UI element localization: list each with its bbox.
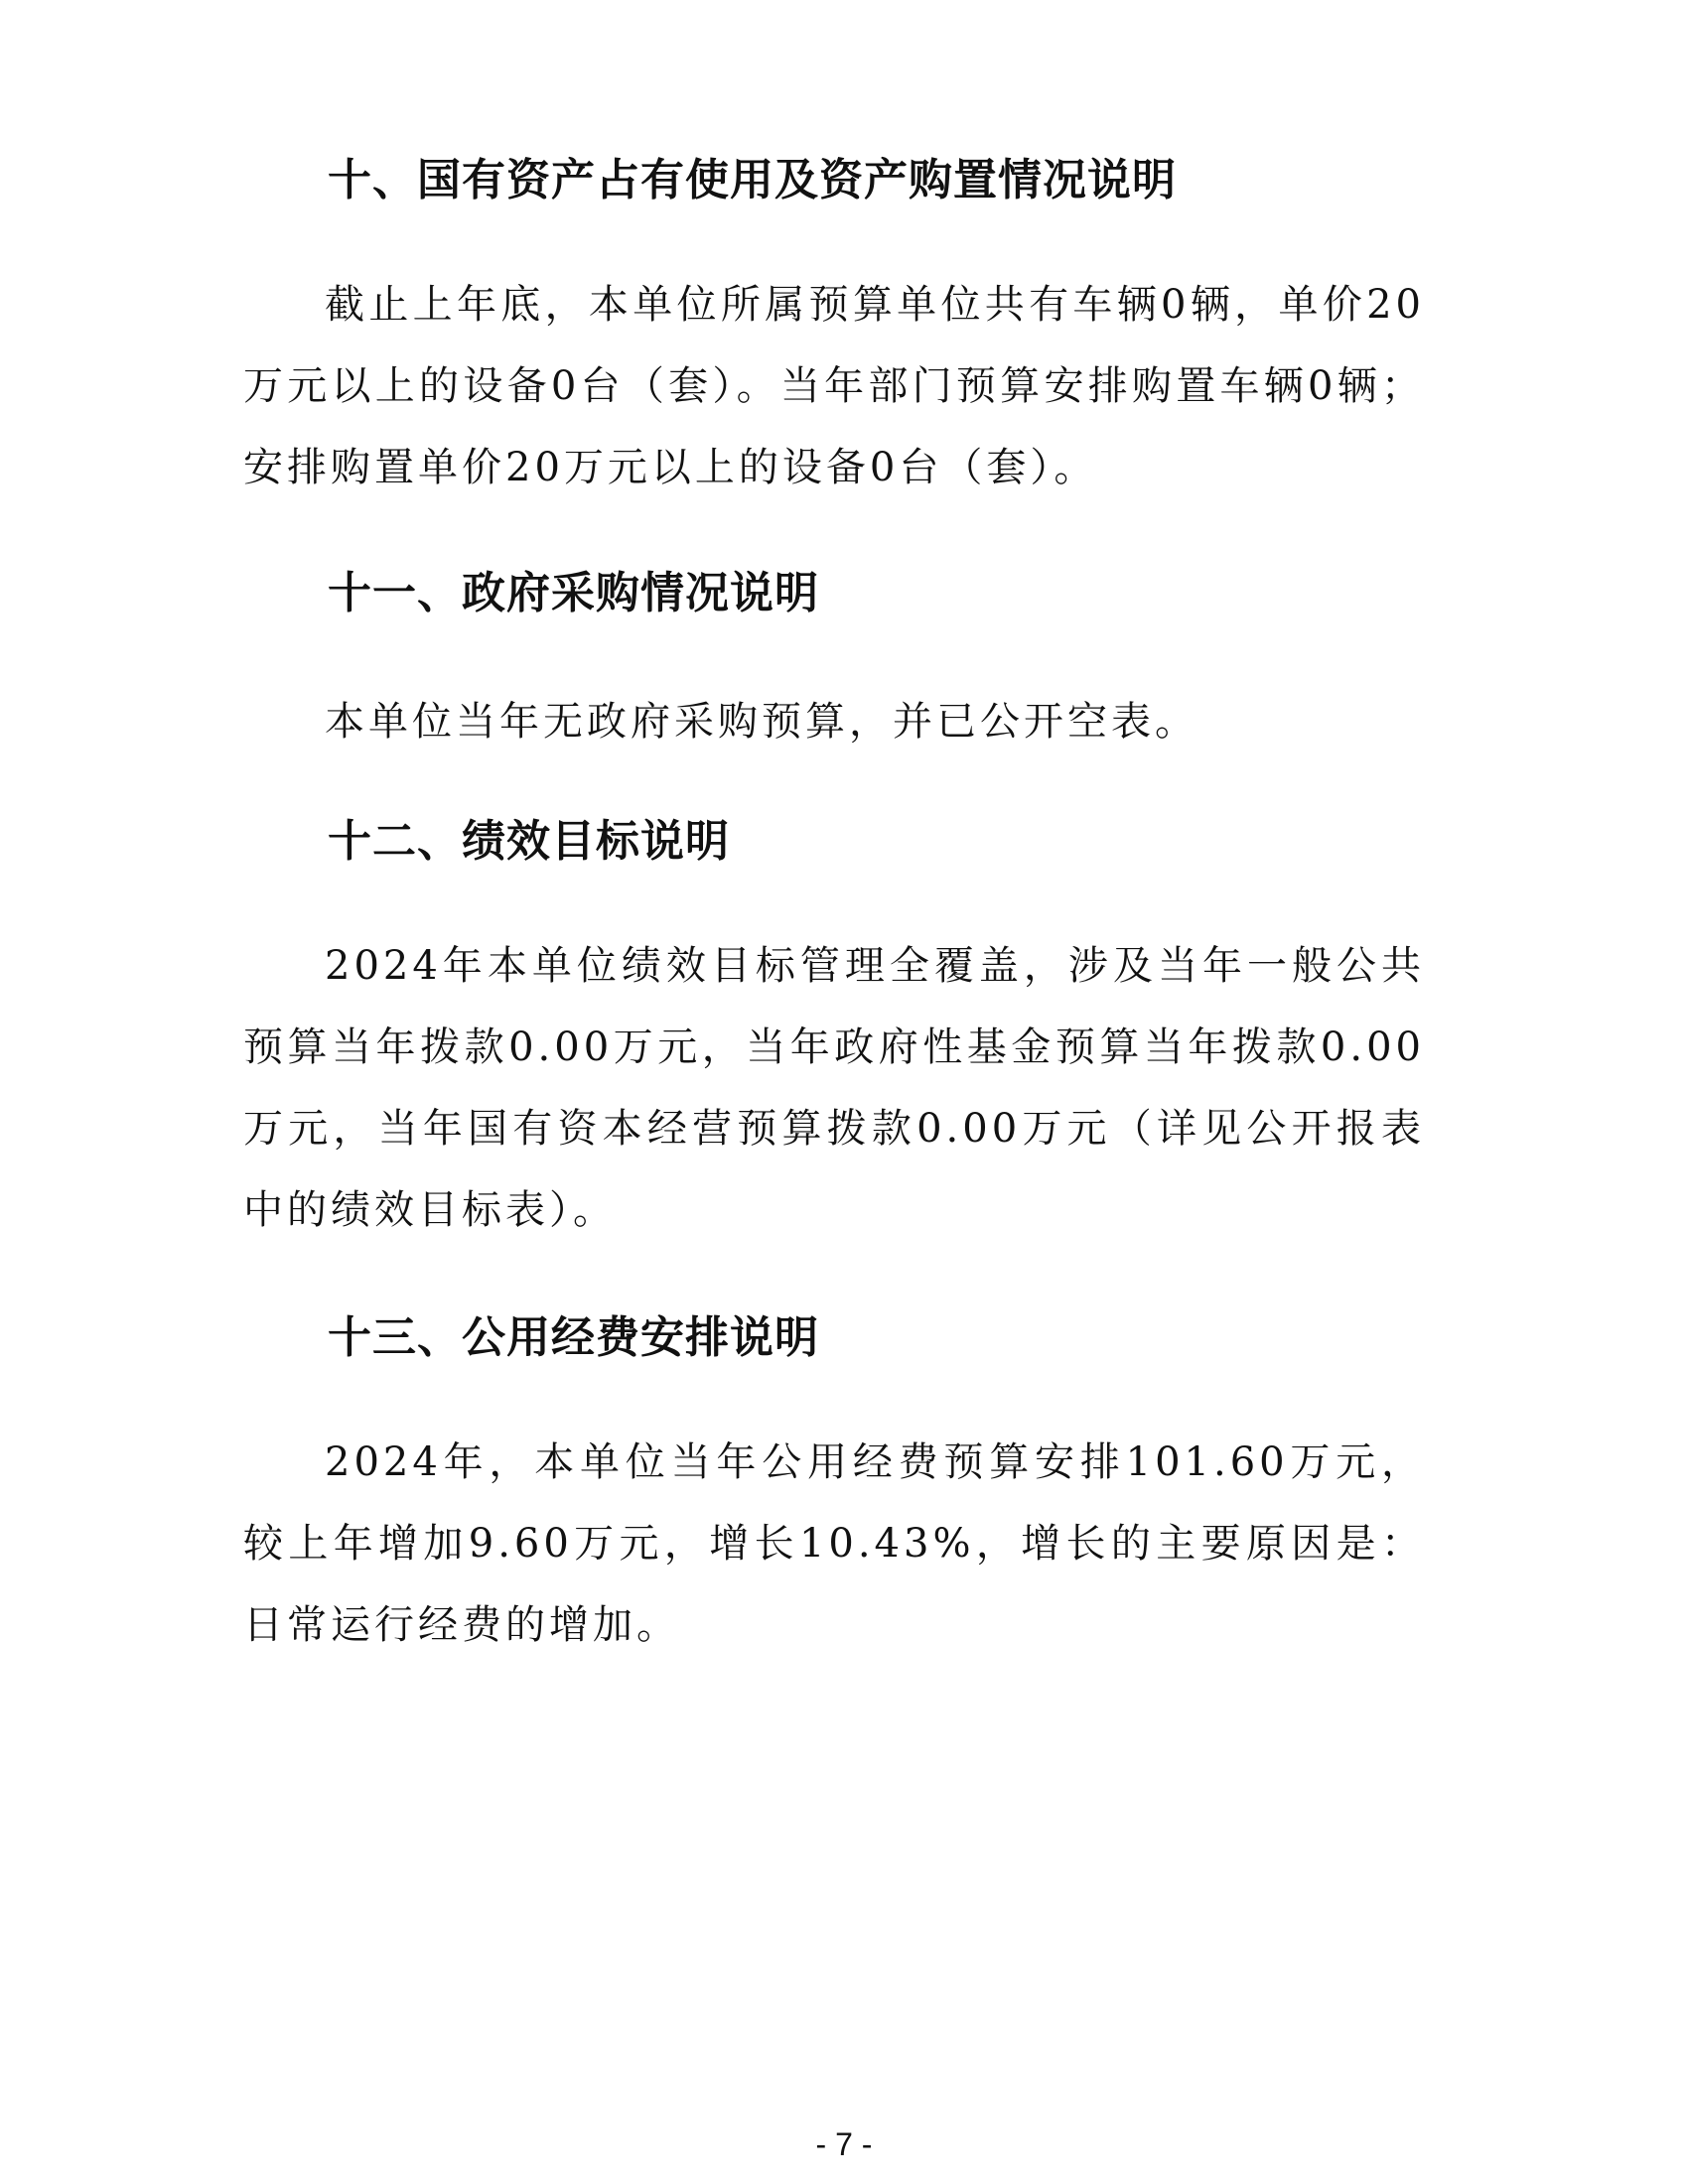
section-11-heading: 十一、政府采购情况说明 bbox=[328, 568, 819, 618]
section-12-heading: 十二、绩效目标说明 bbox=[328, 816, 730, 867]
section-11-body: 本单位当年无政府采购预算，并已公开空表。 bbox=[325, 699, 1198, 745]
page-number: - 7 - bbox=[815, 2126, 873, 2162]
section-12-body: 2024年本单位绩效目标管理全覆盖，涉及当年一般公共预算当年拨款0.00万元，当年政府性基金预算当年拨款0.00万元，当年国有资本经营预算拨款0.00万元（详见公开报表中的绩效目标表）。 bbox=[243, 943, 1425, 1233]
section-13-heading: 十三、公用经费安排说明 bbox=[328, 1312, 819, 1363]
section-10-heading: 十、国有资产占有使用及资产购置情况说明 bbox=[328, 155, 1177, 205]
section-10-body: 截止上年底，本单位所属预算单位共有车辆0辆，单价20万元以上的设备0台（套）。当年部门预算安排购置车辆0辆；安排购置单价20万元以上的设备0台（套）。 bbox=[243, 282, 1425, 490]
section-13-body: 2024年，本单位当年公用经费预算安排101.60万元，较上年增加9.60万元，增长10.43%，增长的主要原因是：日常运行经费的增加。 bbox=[243, 1439, 1425, 1648]
